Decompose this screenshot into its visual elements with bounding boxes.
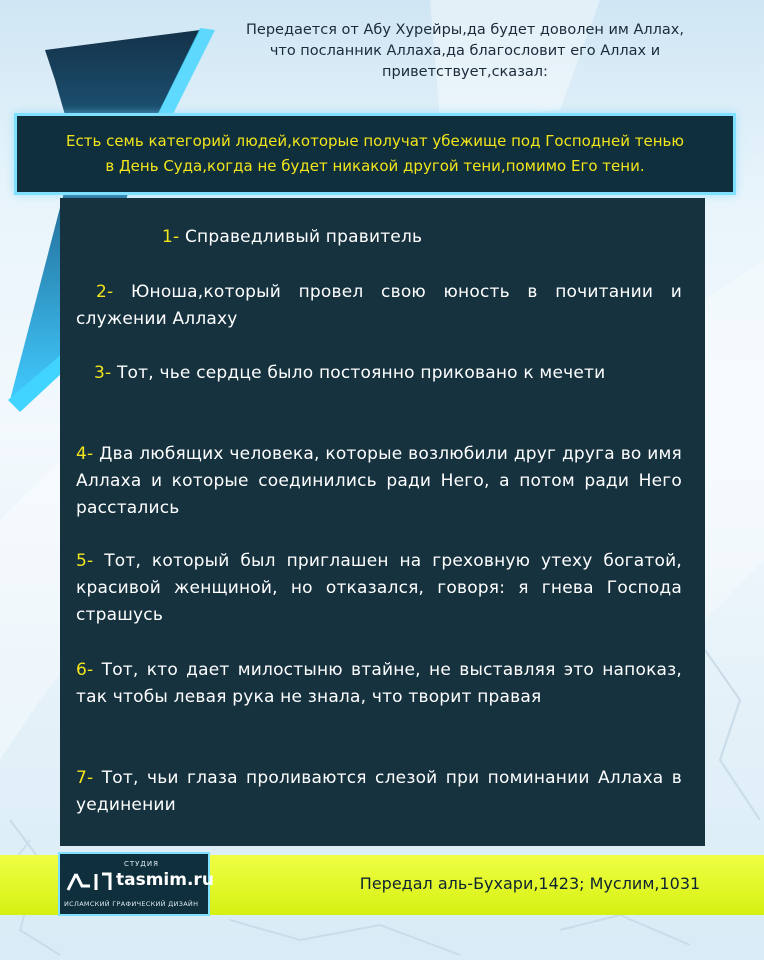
list-item [76,548,682,629]
logo-studio-label: СТУДИЯ [124,860,159,868]
hadith-citation: Передал аль-Бухари,1423; Муслим,1031 [359,874,701,893]
studio-logo[interactable] [58,852,214,916]
categories-banner [14,113,736,195]
list-item [76,360,682,387]
item-text: Тот, чье сердце было постоянно приковано к мечети [116,363,606,383]
item-number: 2- [96,282,114,302]
intro-line: Передается от Абу Хурейры,да будет доволен им Аллах, [246,22,684,38]
calligraphy-logo-icon [66,868,112,894]
banner-line: в День Суда,когда не будет никакой другой тени,помимо Его тени. [105,157,645,175]
item-text: Справедливый правитель [184,227,423,247]
item-text: Юноша,который провел свою юность в почитании и служении Аллаху [76,282,682,329]
item-number: 6- [76,660,94,680]
hadith-intro [215,20,715,83]
logo-site-name: tasmim.ru [116,870,214,890]
list-item [76,224,682,251]
list-item [76,441,682,522]
item-text: Два любящих человека, которые возлюбили друг друга во имя Аллаха и которые соединились ради Него, а потом ради Него расстались [76,444,682,518]
item-number: 1- [162,227,180,247]
list-item [76,765,682,819]
intro-line: что посланник Аллаха,да благословит его Аллах и [269,43,661,59]
item-text: Тот, кто дает милостыню втайне, не выставляя это напоказ, так чтобы левая рука не знала, что творит правая [76,660,682,707]
item-number: 5- [76,551,94,571]
item-number: 4- [76,444,94,464]
list-item [76,657,682,711]
intro-line: приветствует,сказал: [382,64,548,80]
item-text: Тот, чьи глаза проливаются слезой при поминании Аллаха в уединении [76,768,682,815]
item-number: 3- [94,363,112,383]
logo-subtitle: ИСЛАМСКИЙ ГРАФИЧЕСКИЙ ДИЗАЙН [64,900,199,908]
item-number: 7- [76,768,94,788]
banner-line: Есть семь категорий людей,которые получат убежище под Господней тенью [66,132,684,150]
list-item [76,279,682,333]
item-text: Тот, который был приглашен на греховную утеху богатой, красивой женщиной, но отказался, говоря: я гнева Господа страшусь [76,551,682,625]
